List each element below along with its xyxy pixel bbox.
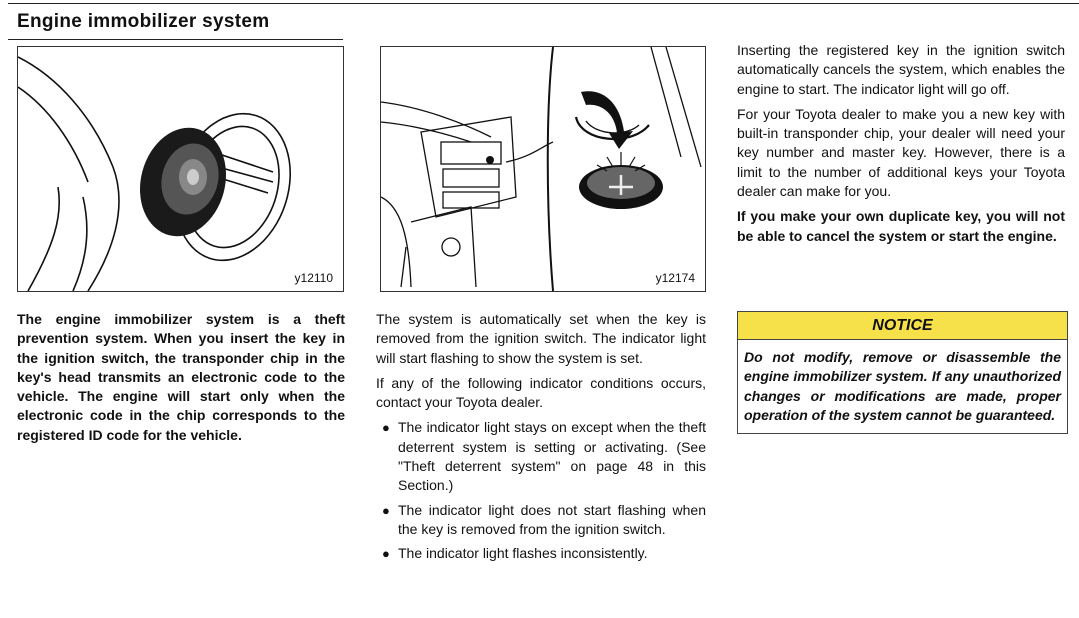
paragraph: The system is automatically set when the key is removed from the ignition switch. The indicator light will start flashing to show the system is set. <box>376 311 706 366</box>
list-item: ● The indicator light stays on except when the theft deterrent system is setting or activating. (See "Theft deterrent system" on page 48 in this Section.) <box>382 419 706 494</box>
key-ignition-illustration <box>18 47 343 291</box>
paragraph: Inserting the registered key in the ignition switch automatically cancels the system, which enables the engine to start. The indicator light will go off. <box>737 42 1065 97</box>
bullet-icon: ● <box>382 546 390 562</box>
notice-heading: NOTICE <box>738 312 1067 340</box>
title-underline <box>8 39 343 40</box>
dashboard-illustration <box>381 47 705 291</box>
figure-key-ignition <box>17 46 344 292</box>
bullet-icon: ● <box>382 420 390 436</box>
top-rule <box>8 3 1079 4</box>
list-item: ● The indicator light flashes inconsistently. <box>376 544 706 563</box>
cancel-column <box>737 41 1065 252</box>
system-set-column <box>376 310 706 569</box>
page-title: Engine immobilizer system <box>17 11 270 32</box>
notice-text: Do not modify, remove or disassemble the engine immobilizer system. If any unauthorized changes or modifications are made, proper operation of the system cannot be guaranteed. <box>744 349 1061 423</box>
paragraph: If any of the following indicator conditions occurs, contact your Toyota dealer. <box>376 374 706 411</box>
figure-code: y12110 <box>294 271 333 285</box>
figure-dashboard-indicator <box>380 46 706 292</box>
bullet-icon: ● <box>382 502 390 518</box>
figure-code: y12174 <box>655 271 695 285</box>
intro-paragraph: The engine immobilizer system is a theft prevention system. When you insert the key in the ignition switch, the transponder chip in the key's head transmits an electronic code to the vehicle. The engine will start only when the electronic code in the chip corresponds to the registered ID code for the vehicle. <box>17 311 345 443</box>
condition-list <box>376 418 706 563</box>
list-item: ● The indicator light does not start flashing when the key is removed from the ignition switch. <box>382 501 706 537</box>
intro-column <box>17 310 345 451</box>
warning-paragraph: If you make your own duplicate key, you will not be able to cancel the system or start the engine. <box>737 208 1065 244</box>
paragraph: For your Toyota dealer to make you a new key with built-in transponder chip, your dealer will need your key number and master key. However, there is a limit to the number of additional keys your Toyota dealer can make for you. <box>737 105 1065 200</box>
notice-box <box>737 311 1068 434</box>
